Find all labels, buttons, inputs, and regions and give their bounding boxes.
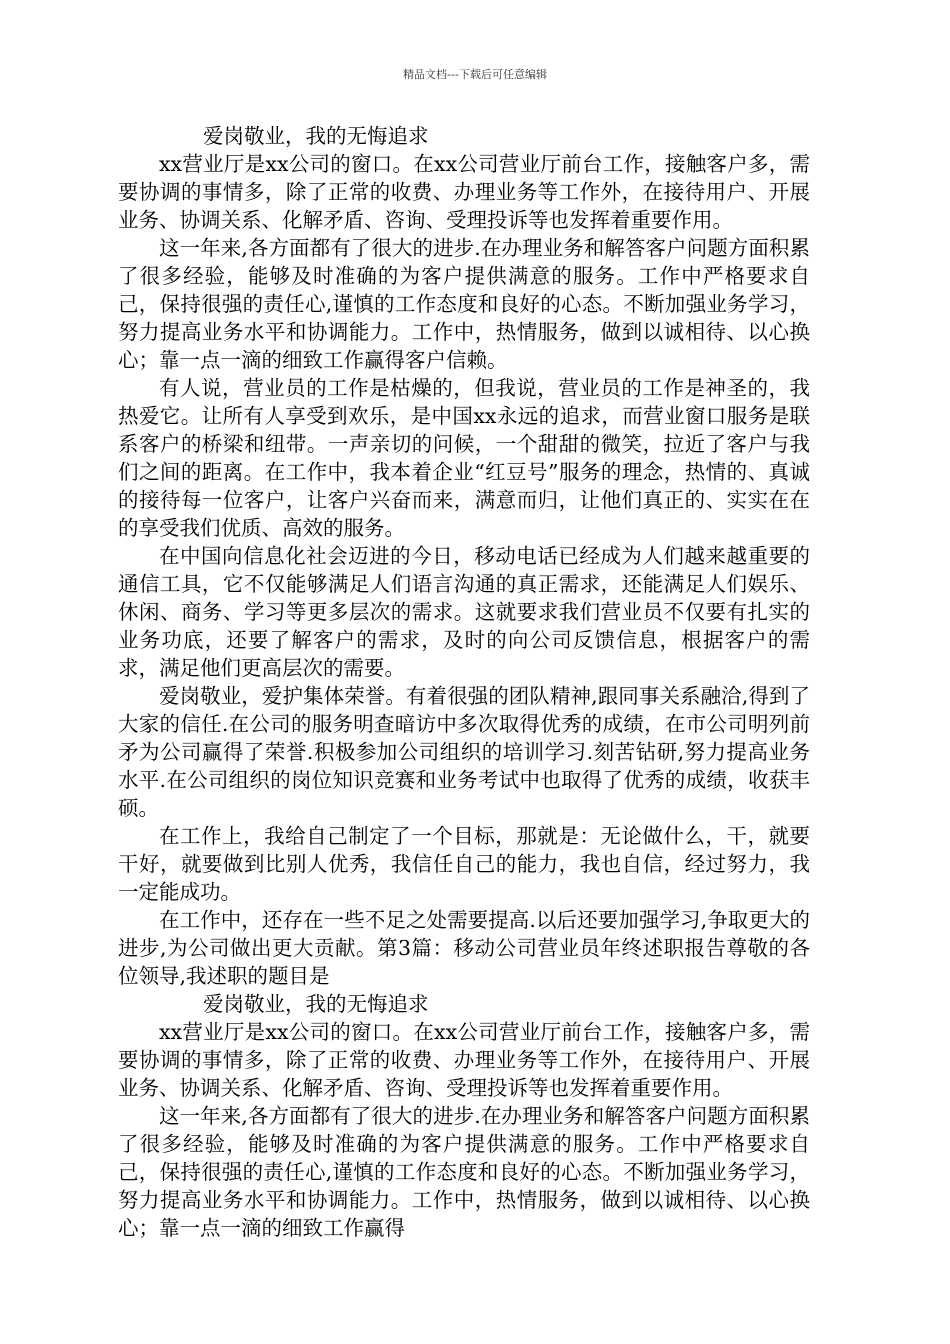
paragraph: 在工作上，我给自己制定了一个目标，那就是：无论做什么，干，就要干好，就要做到比别人优秀，我信任自己的能力，我也自信，经过努力，我一定能成功。 (118, 824, 810, 904)
paragraph: 在中国向信息化社会迈进的今日，移动电话已经成为人们越来越重要的通信工具，它不仅能够满足人们语言沟通的真正需求，还能满足人们娱乐、休闲、商务、学习等更多层次的需求。这就要求我们营业员不仅要有扎实的业务功底，还要了解客户的需求，及时的向公司反馈信息，根据客户的需求，满足他们更高层次的需要。 (118, 544, 810, 680)
paragraph: 在工作中，还存在一些不足之处需要提高.以后还要加强学习,争取更大的进步,为公司做出更大贡献。第3篇：移动公司营业员年终述职报告尊敬的各位领导,我述职的题目是 (118, 908, 810, 988)
page-header: 精品文档---下载后可任意编辑 (403, 68, 547, 81)
paragraph: 有人说，营业员的工作是枯燥的，但我说，营业员的工作是神圣的，我热爱它。让所有人享受到欢乐，是中国xx永远的追求，而营业窗口服务是联系客户的桥梁和纽带。一声亲切的问候，一个甜甜的微笑，拉近了客户与我们之间的距离。在工作中，我本着企业“红豆号”服务的理念，热情的、真诚的接待每一位客户，让客户兴奋而来，满意而归，让他们真正的、实实在在的享受我们优质、高效的服务。 (118, 376, 810, 540)
paragraph: 爱岗敬业，爱护集体荣誉。有着很强的团队精神,跟同事关系融洽,得到了大家的信任.在公司的服务明查暗访中多次取得优秀的成绩，在市公司明列前矛为公司赢得了荣誉.积极参加公司组织的培训学习.刻苦钻研,努力提高业务水平.在公司组织的岗位知识竞赛和业务考试中也取得了优秀的成绩，收获丰硕。 (118, 684, 810, 820)
paragraph: xx营业厅是xx公司的窗口。在xx公司营业厅前台工作，接触客户多，需要协调的事情多，除了正常的收费、办理业务等工作外，在接待用户、开展业务、协调关系、化解矛盾、咨询、受理投诉等也发挥着重要作用。 (118, 1020, 810, 1100)
paragraph: 这一年来,各方面都有了很大的进步.在办理业务和解答客户问题方面积累了很多经验，能够及时准确的为客户提供满意的服务。工作中严格要求自己，保持很强的责任心,谨慎的工作态度和良好的心态。不断加强业务学习，努力提高业务水平和协调能力。工作中，热情服务，做到以诚相待、以心换心；靠一点一滴的细致工作赢得 (118, 1104, 810, 1240)
paragraph: 这一年来,各方面都有了很大的进步.在办理业务和解答客户问题方面积累了很多经验，能够及时准确的为客户提供满意的服务。工作中严格要求自己，保持很强的责任心,谨慎的工作态度和良好的心态。不断加强业务学习，努力提高业务水平和协调能力。工作中，热情服务，做到以诚相待、以心换心；靠一点一滴的细致工作赢得客户信赖。 (118, 236, 810, 372)
section-title: 爱岗敬业，我的无悔追求 (203, 124, 429, 148)
paragraph: xx营业厅是xx公司的窗口。在xx公司营业厅前台工作，接触客户多，需要协调的事情多，除了正常的收费、办理业务等工作外，在接待用户、开展业务、协调关系、化解矛盾、咨询、受理投诉等也发挥着重要作用。 (118, 152, 810, 232)
section-title: 爱岗敬业，我的无悔追求 (203, 992, 429, 1016)
document-body (118, 122, 810, 1242)
